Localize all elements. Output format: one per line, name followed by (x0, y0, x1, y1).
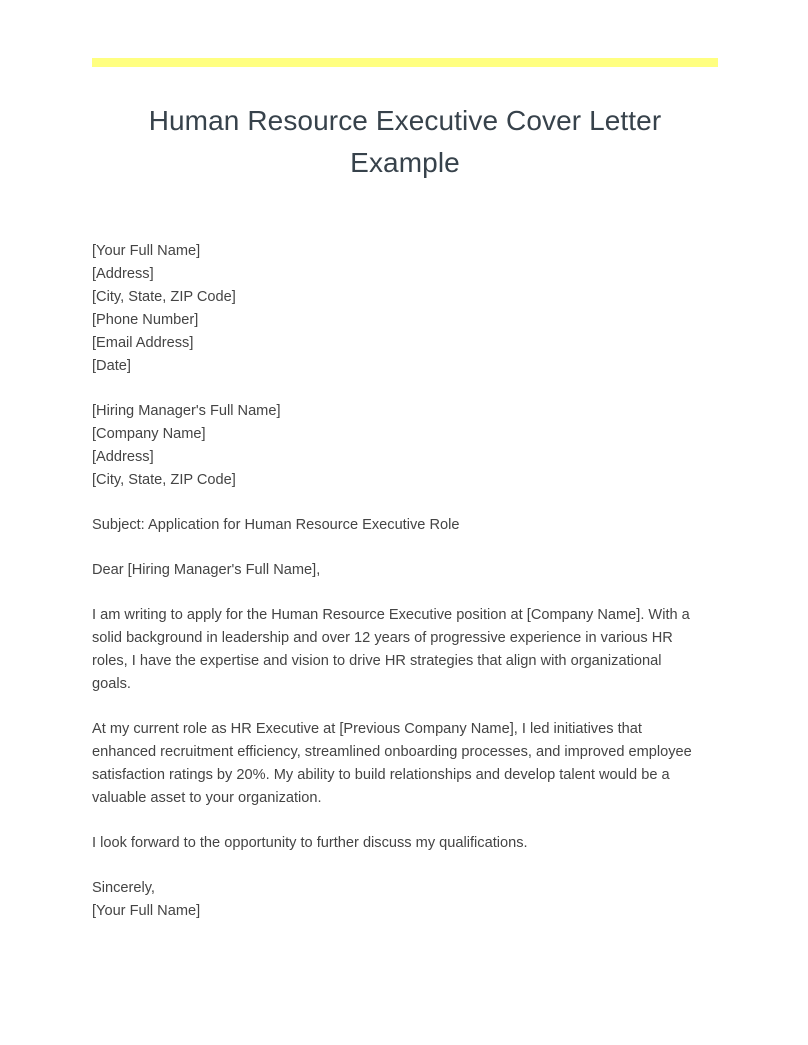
body-paragraph-2: At my current role as HR Executive at [Previous Company Name], I led initiatives that enhanced recruitment efficiency, streamlined onboarding processes, and improved employee satisfaction ratings by 20%. My ability to build relationships and develop talent would be a valuable asset to your organization. (92, 721, 692, 806)
recipient-city-state-zip: [City, State, ZIP Code] (92, 472, 236, 488)
subject-line: Subject: Application for Human Resource Executive Role (92, 517, 460, 533)
recipient-company-name: [Company Name] (92, 426, 206, 442)
sender-phone-number: [Phone Number] (92, 312, 199, 328)
sender-full-name: [Your Full Name] (92, 243, 201, 259)
recipient-address-block (92, 400, 696, 492)
page-title: Human Resource Executive Cover Letter Example (148, 105, 662, 178)
closing-salutation: Sincerely, (92, 880, 155, 896)
accent-divider-bar (92, 58, 718, 67)
sender-address: [Address] (92, 266, 154, 282)
salutation-line: Dear [Hiring Manager's Full Name], (92, 562, 321, 578)
body-paragraph-1: I am writing to apply for the Human Resource Executive position at [Company Name]. With a solid background in leadership and over 12 years of progressive experience in various HR roles, I have the expertise and vision to drive HR strategies that align with organizational goals. (92, 607, 690, 692)
sender-address-block (92, 240, 696, 378)
letter-date: [Date] (92, 358, 131, 374)
signature-name: [Your Full Name] (92, 903, 201, 919)
recipient-address: [Address] (92, 449, 154, 465)
signature-block (92, 877, 696, 923)
letter-body (92, 240, 696, 923)
body-paragraph-3: I look forward to the opportunity to further discuss my qualifications. (92, 835, 528, 851)
recipient-manager-name: [Hiring Manager's Full Name] (92, 403, 281, 419)
sender-email-address: [Email Address] (92, 335, 194, 351)
sender-city-state-zip: [City, State, ZIP Code] (92, 289, 236, 305)
